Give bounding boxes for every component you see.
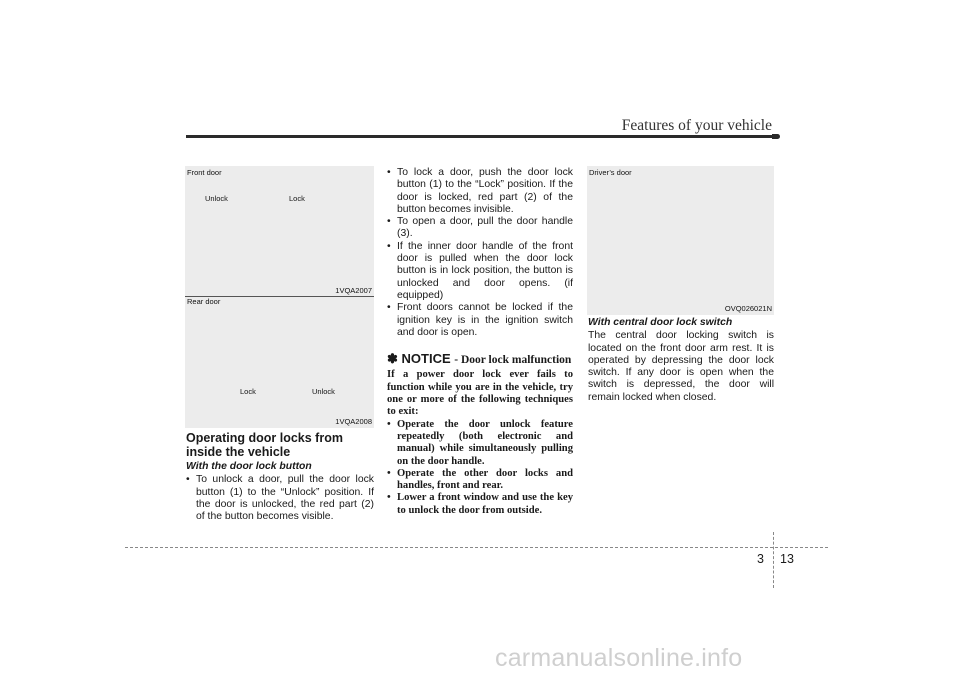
drivers-figure-code: OVQ026021N (724, 304, 772, 313)
front-door-caption: Front door (187, 168, 222, 177)
footer-rule (125, 547, 828, 548)
front-figure-code: 1VQA2007 (335, 286, 372, 295)
column-1 (186, 432, 374, 523)
notice-symbol-icon: ✽ (387, 351, 398, 367)
rear-door-caption: Rear door (187, 297, 221, 306)
door-lock-figure (185, 166, 374, 428)
list-item: • To lock a door, push the door lock button (1) to the “Lock” position. If the door is locked, red part (2) of the button becomes invisible. (387, 167, 573, 216)
chapter-number: 3 (757, 552, 764, 566)
drivers-door-caption: Driver’s door (589, 168, 632, 177)
column-3 (588, 317, 774, 404)
bullet-list (186, 474, 374, 523)
front-unlock-label: Unlock (205, 194, 228, 203)
list-item: • To unlock a door, pull the door lock button (1) to the “Unlock” position. If the door is unlocked, the red part (2) of the button becomes visible. (186, 474, 374, 523)
bullet-list (387, 167, 573, 339)
front-lock-label: Lock (289, 194, 305, 203)
section-heading: Operating door locks from inside the vehicle (186, 431, 343, 459)
footer-divider (773, 532, 774, 588)
subheading-door-lock-button: With the door lock button (186, 461, 312, 472)
rear-lock-label: Lock (240, 387, 256, 396)
notice-list (387, 419, 573, 517)
list-item: • Lower a front window and use the key to unlock the door from outside. (387, 492, 573, 517)
notice-label: NOTICE (401, 351, 451, 367)
list-item: • To open a door, pull the door handle (3). (387, 216, 573, 241)
column-2 (387, 167, 573, 517)
notice-body (387, 369, 573, 517)
page-number: 13 (780, 552, 794, 566)
notice-intro: If a power door lock ever fails to function while you are in the vehicle, try one or more of the following techniques to exit: (387, 369, 573, 418)
list-item: • If the inner door handle of the front door is pulled when the door lock button is in lock position, the button is unlocked and door opens. (if equipped) (387, 241, 573, 302)
running-header-title: Features of your vehicle (621, 117, 772, 134)
notice-heading (387, 353, 573, 366)
header-rule (186, 135, 774, 138)
central-lock-paragraph: The central door locking switch is located on the front door arm rest. It is operated by depressing the door lock switch. If any door is open when the switch is depressed, the door will remain locked when closed. (588, 330, 774, 403)
drivers-door-figure (587, 166, 774, 315)
rear-figure-code: 1VQA2008 (335, 417, 372, 426)
notice-subtitle: - Door lock malfunction (454, 354, 572, 367)
list-item: • Front doors cannot be locked if the ignition key is in the ignition switch and door is open. (387, 302, 573, 339)
list-item: • Operate the other door locks and handles, front and rear. (387, 468, 573, 493)
rear-unlock-label: Unlock (312, 387, 335, 396)
watermark: carmanualsonline.info (495, 644, 743, 672)
subheading-central-lock: With central door lock switch (588, 317, 733, 328)
list-item: • Operate the door unlock feature repeatedly (both electronic and manual) while simultaneously pulling on the door handle. (387, 419, 573, 468)
